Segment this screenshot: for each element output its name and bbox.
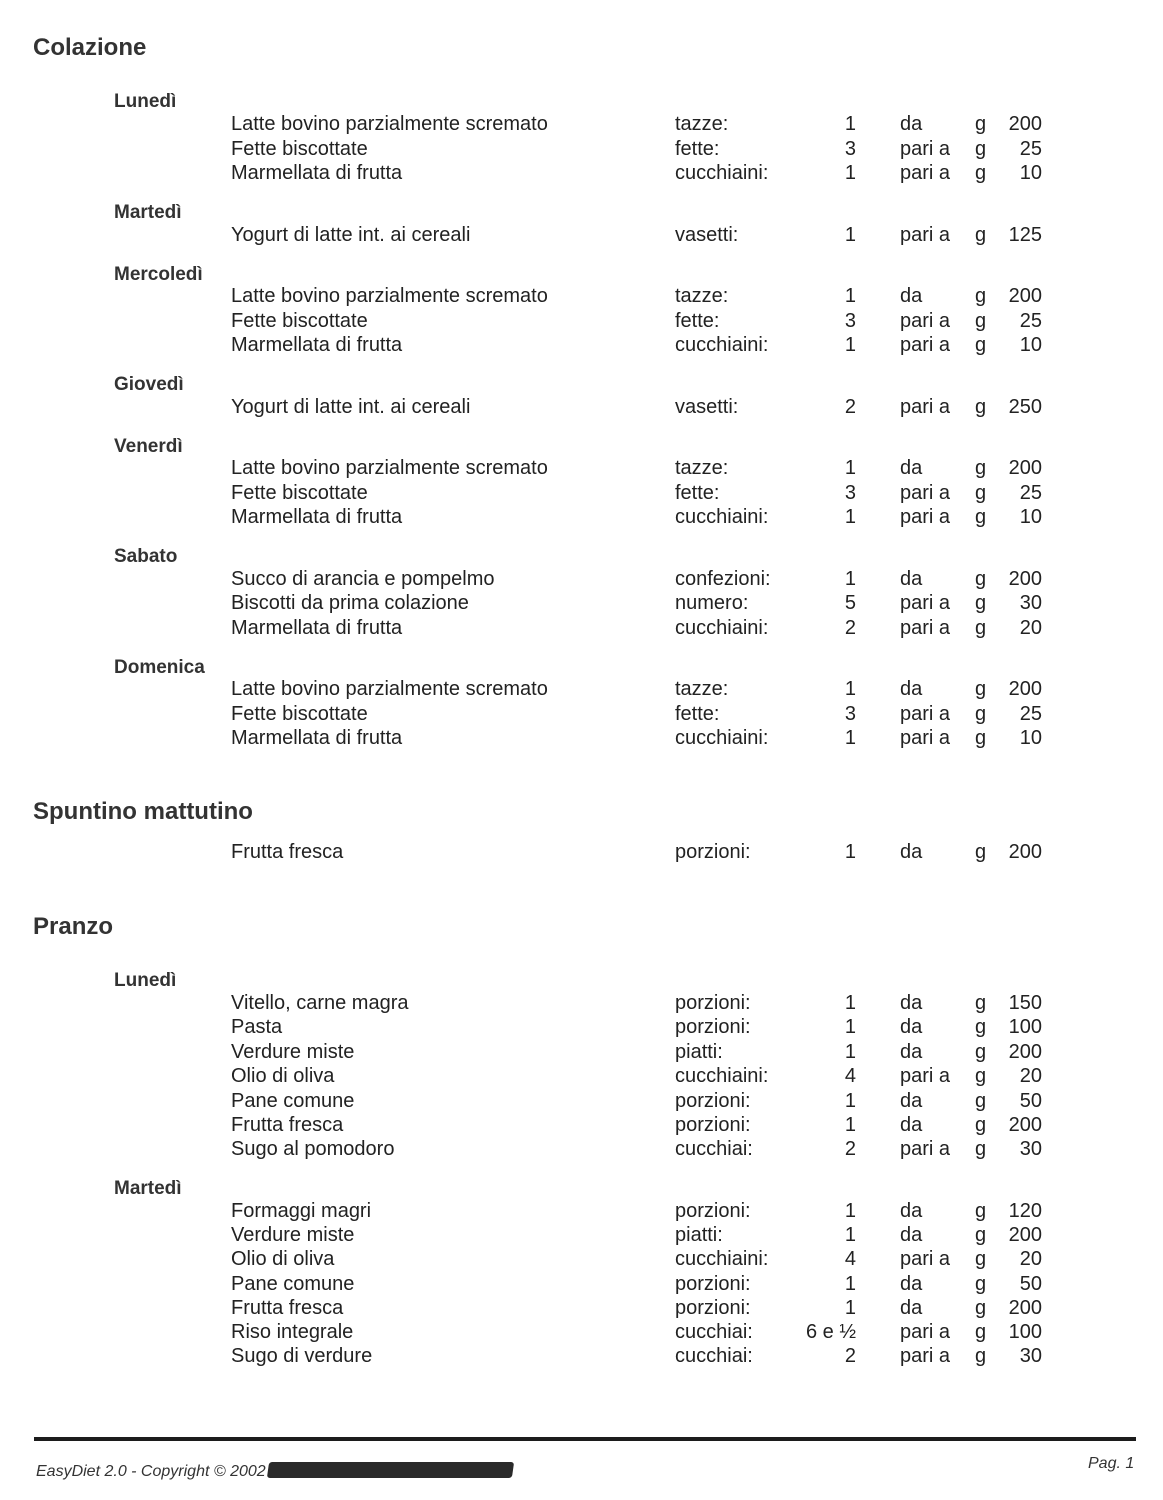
food-name: Fette biscottate: [231, 138, 368, 160]
food-name: Pasta: [231, 1016, 283, 1038]
unit-label: cucchiai:: [675, 1138, 753, 1160]
food-row: [0, 113, 1163, 137]
gram-unit: g: [975, 396, 987, 418]
unit-label: piatti:: [675, 1224, 723, 1246]
food-row: [0, 1297, 1163, 1321]
footer-divider: [34, 1437, 1136, 1441]
relation: da: [900, 285, 923, 307]
unit-label: porzioni:: [675, 841, 751, 863]
food-row: [0, 678, 1163, 702]
quantity: 2: [844, 1345, 856, 1367]
day-label: Martedì: [114, 202, 182, 223]
gram-unit: g: [975, 457, 987, 479]
gram-unit: g: [975, 568, 987, 590]
gram-unit: g: [975, 506, 987, 528]
gram-value: 30: [1019, 1345, 1042, 1367]
quantity: 1: [844, 1114, 856, 1136]
relation: pari a: [900, 482, 951, 504]
food-name: Fette biscottate: [231, 310, 368, 332]
relation: da: [900, 1114, 923, 1136]
unit-label: fette:: [675, 138, 720, 160]
gram-unit: g: [975, 1248, 987, 1270]
quantity: 1: [844, 1090, 856, 1112]
quantity: 4: [844, 1248, 856, 1270]
quantity: 3: [844, 703, 856, 725]
food-name: Fette biscottate: [231, 703, 368, 725]
relation: da: [900, 1090, 923, 1112]
day-label: Domenica: [114, 657, 205, 678]
unit-label: cucchiaini:: [675, 1248, 769, 1270]
quantity: 4: [844, 1065, 856, 1087]
gram-value: 150: [1008, 992, 1042, 1014]
day-label: Giovedì: [114, 374, 184, 395]
quantity: 1: [844, 334, 856, 356]
quantity: 1: [844, 162, 856, 184]
gram-value: 10: [1019, 334, 1042, 356]
unit-label: cucchiai:: [675, 1345, 753, 1367]
gram-value: 25: [1019, 703, 1042, 725]
unit-label: cucchiaini:: [675, 617, 769, 639]
food-name: Frutta fresca: [231, 1114, 344, 1136]
page-number: Pag. 1: [1088, 1455, 1135, 1472]
food-row: [0, 1248, 1163, 1272]
relation: da: [900, 1200, 923, 1222]
food-name: Formaggi magri: [231, 1200, 372, 1222]
relation: pari a: [900, 1345, 951, 1367]
day-label: Mercoledì: [114, 264, 203, 285]
food-name: Vitello, carne magra: [231, 992, 409, 1014]
gram-value: 200: [1008, 841, 1042, 863]
food-name: Latte bovino parzialmente scremato: [231, 285, 548, 307]
food-row: [0, 1273, 1163, 1297]
relation: pari a: [900, 617, 951, 639]
gram-unit: g: [975, 1297, 987, 1319]
quantity: 1: [844, 506, 856, 528]
gram-unit: g: [975, 334, 987, 356]
unit-label: cucchiai:: [675, 1321, 753, 1343]
relation: pari a: [900, 1065, 951, 1087]
unit-label: cucchiaini:: [675, 506, 769, 528]
quantity: 2: [844, 1138, 856, 1160]
gram-unit: g: [975, 1090, 987, 1112]
food-row: [0, 506, 1163, 530]
unit-label: cucchiaini:: [675, 727, 769, 749]
relation: pari a: [900, 1321, 951, 1343]
gram-unit: g: [975, 992, 987, 1014]
quantity: 1: [844, 285, 856, 307]
gram-value: 50: [1019, 1090, 1042, 1112]
gram-value: 200: [1008, 678, 1042, 700]
food-name: Olio di oliva: [231, 1065, 335, 1087]
relation: pari a: [900, 703, 951, 725]
gram-unit: g: [975, 1114, 987, 1136]
food-name: Frutta fresca: [231, 1297, 344, 1319]
food-row: [0, 1041, 1163, 1065]
relation: pari a: [900, 592, 951, 614]
food-row: [0, 457, 1163, 481]
gram-value: 25: [1019, 138, 1042, 160]
food-row: [0, 592, 1163, 616]
gram-value: 10: [1019, 506, 1042, 528]
food-row: [0, 1065, 1163, 1089]
gram-value: 200: [1008, 1297, 1042, 1319]
relation: da: [900, 457, 923, 479]
gram-value: 200: [1008, 457, 1042, 479]
food-name: Olio di oliva: [231, 1248, 335, 1270]
unit-label: tazze:: [675, 678, 729, 700]
quantity: 2: [844, 617, 856, 639]
relation: pari a: [900, 506, 951, 528]
unit-label: porzioni:: [675, 1114, 751, 1136]
unit-label: cucchiaini:: [675, 1065, 769, 1087]
unit-label: fette:: [675, 310, 720, 332]
unit-label: tazze:: [675, 457, 729, 479]
unit-label: porzioni:: [675, 1297, 751, 1319]
food-name: Marmellata di frutta: [231, 506, 403, 528]
food-row: [0, 1224, 1163, 1248]
copyright-text: EasyDiet 2.0 - Copyright © 2002: [36, 1463, 266, 1480]
food-name: Latte bovino parzialmente scremato: [231, 457, 548, 479]
unit-label: vasetti:: [675, 396, 739, 418]
relation: pari a: [900, 727, 951, 749]
relation: da: [900, 568, 923, 590]
quantity: 3: [844, 310, 856, 332]
unit-label: tazze:: [675, 285, 729, 307]
relation: pari a: [900, 310, 951, 332]
food-name: Yogurt di latte int. ai cereali: [231, 396, 471, 418]
gram-value: 20: [1019, 617, 1042, 639]
quantity: 1: [844, 1273, 856, 1295]
food-row: [0, 1114, 1163, 1138]
day-label: Martedì: [114, 1178, 182, 1199]
food-name: Frutta fresca: [231, 841, 344, 863]
food-row: [0, 482, 1163, 506]
unit-label: vasetti:: [675, 224, 739, 246]
food-row: [0, 727, 1163, 751]
food-name: Succo di arancia e pompelmo: [231, 568, 495, 590]
food-row: [0, 1345, 1163, 1369]
food-row: [0, 1016, 1163, 1040]
gram-unit: g: [975, 592, 987, 614]
gram-value: 100: [1008, 1016, 1042, 1038]
food-row: [0, 310, 1163, 334]
quantity: 1: [844, 727, 856, 749]
gram-unit: g: [975, 1345, 987, 1367]
gram-value: 200: [1008, 1224, 1042, 1246]
food-name: Biscotti da prima colazione: [231, 592, 469, 614]
gram-unit: g: [975, 678, 987, 700]
relation: da: [900, 1016, 923, 1038]
unit-label: fette:: [675, 703, 720, 725]
gram-value: 50: [1019, 1273, 1042, 1295]
quantity: 1: [844, 678, 856, 700]
gram-unit: g: [975, 113, 987, 135]
food-name: Pane comune: [231, 1273, 355, 1295]
quantity: 2: [844, 396, 856, 418]
gram-unit: g: [975, 310, 987, 332]
footer-copyright: [36, 1462, 513, 1481]
relation: pari a: [900, 162, 951, 184]
relation: pari a: [900, 1248, 951, 1270]
quantity: 1: [844, 1224, 856, 1246]
gram-unit: g: [975, 1321, 987, 1343]
quantity: 1: [844, 1297, 856, 1319]
food-name: Sugo di verdure: [231, 1345, 373, 1367]
food-row: [0, 334, 1163, 358]
quantity: 3: [844, 138, 856, 160]
gram-value: 20: [1019, 1065, 1042, 1087]
gram-value: 250: [1008, 396, 1042, 418]
food-name: Verdure miste: [231, 1041, 355, 1063]
quantity: 1: [844, 457, 856, 479]
food-name: Latte bovino parzialmente scremato: [231, 113, 548, 135]
gram-unit: g: [975, 285, 987, 307]
food-row: [0, 138, 1163, 162]
food-name: Marmellata di frutta: [231, 727, 403, 749]
quantity: 5: [844, 592, 856, 614]
relation: da: [900, 992, 923, 1014]
gram-unit: g: [975, 482, 987, 504]
food-name: Marmellata di frutta: [231, 162, 403, 184]
food-row: [0, 396, 1163, 420]
gram-value: 10: [1019, 727, 1042, 749]
redaction-mark: [267, 1462, 514, 1478]
unit-label: fette:: [675, 482, 720, 504]
food-name: Riso integrale: [231, 1321, 354, 1343]
relation: da: [900, 113, 923, 135]
unit-label: tazze:: [675, 113, 729, 135]
food-row: [0, 703, 1163, 727]
gram-value: 200: [1008, 113, 1042, 135]
unit-label: cucchiaini:: [675, 334, 769, 356]
gram-value: 30: [1019, 1138, 1042, 1160]
unit-label: porzioni:: [675, 1273, 751, 1295]
gram-value: 200: [1008, 568, 1042, 590]
gram-unit: g: [975, 1016, 987, 1038]
unit-label: piatti:: [675, 1041, 723, 1063]
gram-unit: g: [975, 617, 987, 639]
section-title: Pranzo: [33, 913, 114, 940]
day-label: Venerdì: [114, 436, 183, 457]
quantity: 1: [844, 1041, 856, 1063]
gram-unit: g: [975, 703, 987, 725]
quantity: 1: [844, 992, 856, 1014]
gram-unit: g: [975, 1200, 987, 1222]
gram-value: 10: [1019, 162, 1042, 184]
food-name: Marmellata di frutta: [231, 617, 403, 639]
food-row: [0, 1090, 1163, 1114]
quantity: 3: [844, 482, 856, 504]
food-row: [0, 224, 1163, 248]
gram-unit: g: [975, 1065, 987, 1087]
day-label: Lunedì: [114, 970, 177, 991]
gram-unit: g: [975, 1273, 987, 1295]
food-name: Verdure miste: [231, 1224, 355, 1246]
unit-label: porzioni:: [675, 1200, 751, 1222]
food-row: [0, 992, 1163, 1016]
day-label: Lunedì: [114, 91, 177, 112]
food-name: Sugo al pomodoro: [231, 1138, 395, 1160]
relation: da: [900, 1297, 923, 1319]
gram-value: 20: [1019, 1248, 1042, 1270]
gram-unit: g: [975, 224, 987, 246]
food-name: Latte bovino parzialmente scremato: [231, 678, 548, 700]
unit-label: cucchiaini:: [675, 162, 769, 184]
quantity: 1: [844, 568, 856, 590]
gram-value: 30: [1019, 592, 1042, 614]
unit-label: porzioni:: [675, 1090, 751, 1112]
unit-label: porzioni:: [675, 1016, 751, 1038]
gram-unit: g: [975, 162, 987, 184]
food-row: [0, 617, 1163, 641]
gram-unit: g: [975, 1224, 987, 1246]
quantity: 6 e ½: [805, 1321, 856, 1343]
unit-label: numero:: [675, 592, 749, 614]
quantity: 1: [844, 841, 856, 863]
relation: da: [900, 678, 923, 700]
food-row: [0, 285, 1163, 309]
food-name: Marmellata di frutta: [231, 334, 403, 356]
relation: pari a: [900, 396, 951, 418]
gram-value: 25: [1019, 482, 1042, 504]
section-title: Spuntino mattutino: [33, 798, 253, 825]
food-row: [0, 162, 1163, 186]
gram-value: 25: [1019, 310, 1042, 332]
food-name: Pane comune: [231, 1090, 355, 1112]
food-name: Yogurt di latte int. ai cereali: [231, 224, 471, 246]
relation: pari a: [900, 224, 951, 246]
relation: da: [900, 1273, 923, 1295]
food-row: [0, 1200, 1163, 1224]
food-row: [0, 568, 1163, 592]
gram-unit: g: [975, 727, 987, 749]
quantity: 1: [844, 113, 856, 135]
quantity: 1: [844, 1016, 856, 1038]
food-name: Fette biscottate: [231, 482, 368, 504]
gram-value: 125: [1008, 224, 1042, 246]
gram-value: 200: [1008, 285, 1042, 307]
gram-value: 200: [1008, 1114, 1042, 1136]
unit-label: porzioni:: [675, 992, 751, 1014]
gram-unit: g: [975, 1138, 987, 1160]
section-title: Colazione: [33, 34, 147, 61]
day-label: Sabato: [114, 546, 178, 567]
relation: pari a: [900, 334, 951, 356]
gram-unit: g: [975, 138, 987, 160]
quantity: 1: [844, 1200, 856, 1222]
gram-unit: g: [975, 1041, 987, 1063]
quantity: 1: [844, 224, 856, 246]
food-row: [0, 1321, 1163, 1345]
relation: pari a: [900, 1138, 951, 1160]
gram-value: 200: [1008, 1041, 1042, 1063]
food-row: [0, 1138, 1163, 1162]
relation: da: [900, 841, 923, 863]
gram-value: 100: [1008, 1321, 1042, 1343]
gram-unit: g: [975, 841, 987, 863]
relation: pari a: [900, 138, 951, 160]
gram-value: 120: [1008, 1200, 1042, 1222]
unit-label: confezioni:: [675, 568, 771, 590]
relation: da: [900, 1041, 923, 1063]
relation: da: [900, 1224, 923, 1246]
food-row: [0, 841, 1163, 865]
